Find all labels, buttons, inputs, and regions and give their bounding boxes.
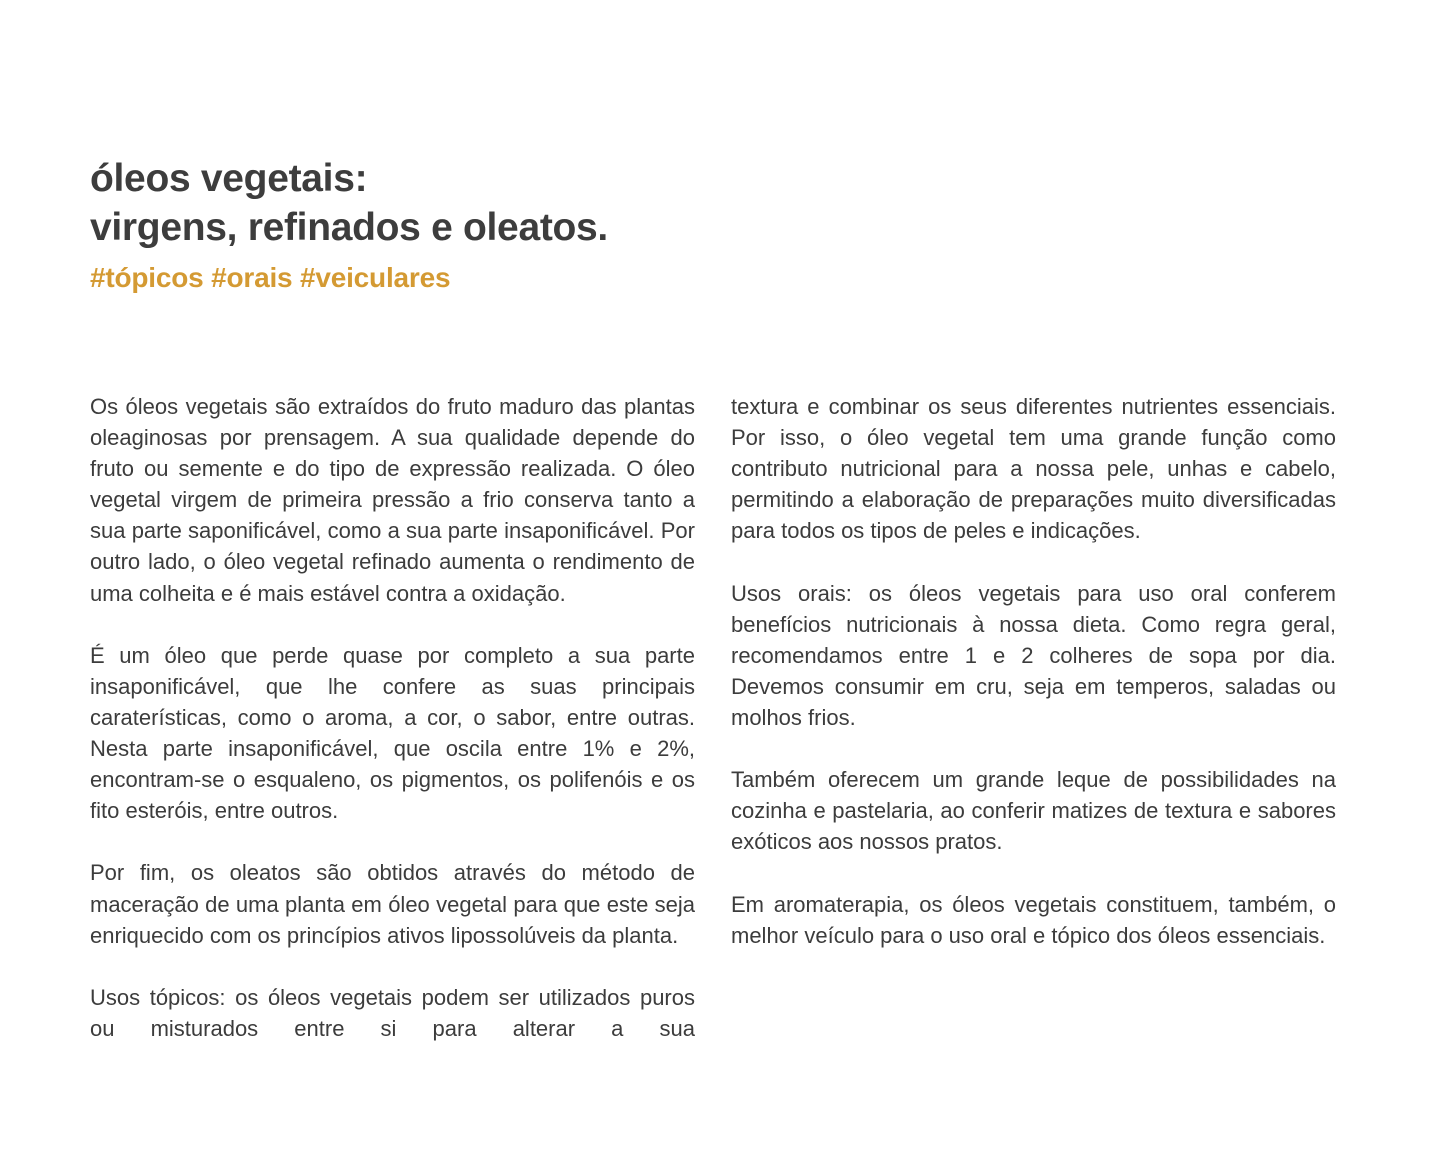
paragraph-topical-uses-continued: textura e combinar os seus diferentes nutrientes essenciais. Por isso, o óleo vegetal tem uma grande função como contributo nutricional para a nossa pele, unhas e cabelo, permitindo a elaboração de preparações muito diversificadas para todos os tipos de peles e indicações. [731, 394, 1336, 544]
paragraph-topical-uses-start: Usos tópicos: os óleos vegetais podem ser utilizados puros ou misturados entre si para alterar a sua [90, 984, 695, 1041]
paragraph-insaponifiable: É um óleo que perde quase por completo a sua parte insaponificável, que lhe confere as suas principais caraterísticas, como o aroma, a cor, o sabor, entre outras. Nesta parte insaponificável, que oscila entre 1% e 2%, encontram-se o esqualeno, os pigmentos, os polifenóis e os fito esteróis, entre outros. [90, 642, 695, 824]
paragraph-cooking: Também oferecem um grande leque de possibilidades na cozinha e pastelaria, ao conferir matizes de textura e sabores exóticos aos nossos pratos. [731, 767, 1336, 855]
paragraph-oleates: Por fim, os oleatos são obtidos através do método de maceração de uma planta em óleo vegetal para que este seja enriquecido com os princípios ativos lipossolúveis da planta. [90, 860, 695, 948]
right-text-column [731, 391, 1336, 951]
paragraph-oral-uses: Usos orais: os óleos vegetais para uso oral conferem benefícios nutricionais à nossa dieta. Como regra geral, recomendamos entre 1 e 2 colheres de sopa por dia. Devemos consumir em cru, seja em temperos, saladas ou molhos frios. [731, 580, 1336, 730]
title-line-1: óleos vegetais: [90, 157, 368, 200]
paragraph-aromatherapy: Em aromaterapia, os óleos vegetais constituem, também, o melhor veículo para o uso oral e tópico dos óleos essenciais. [731, 891, 1336, 948]
title-line-2: virgens, refinados e oleatos. [90, 206, 608, 249]
hashtag-line: #tópicos #orais #veiculares [90, 262, 451, 293]
page-title [90, 154, 890, 252]
left-text-column [90, 391, 695, 1044]
paragraph-origin: Os óleos vegetais são extraídos do fruto maduro das plantas oleaginosas por prensagem. A sua qualidade depende do fruto ou semente e do tipo de expressão realizada. O óleo vegetal virgem de primeira pressão a frio conserva tanto a sua parte saponificável, como a sua parte insaponificável. Por outro lado, o óleo vegetal refinado aumenta o rendimento de uma colheita e é mais estável contra a oxidação. [90, 394, 695, 606]
article-header [90, 154, 890, 296]
